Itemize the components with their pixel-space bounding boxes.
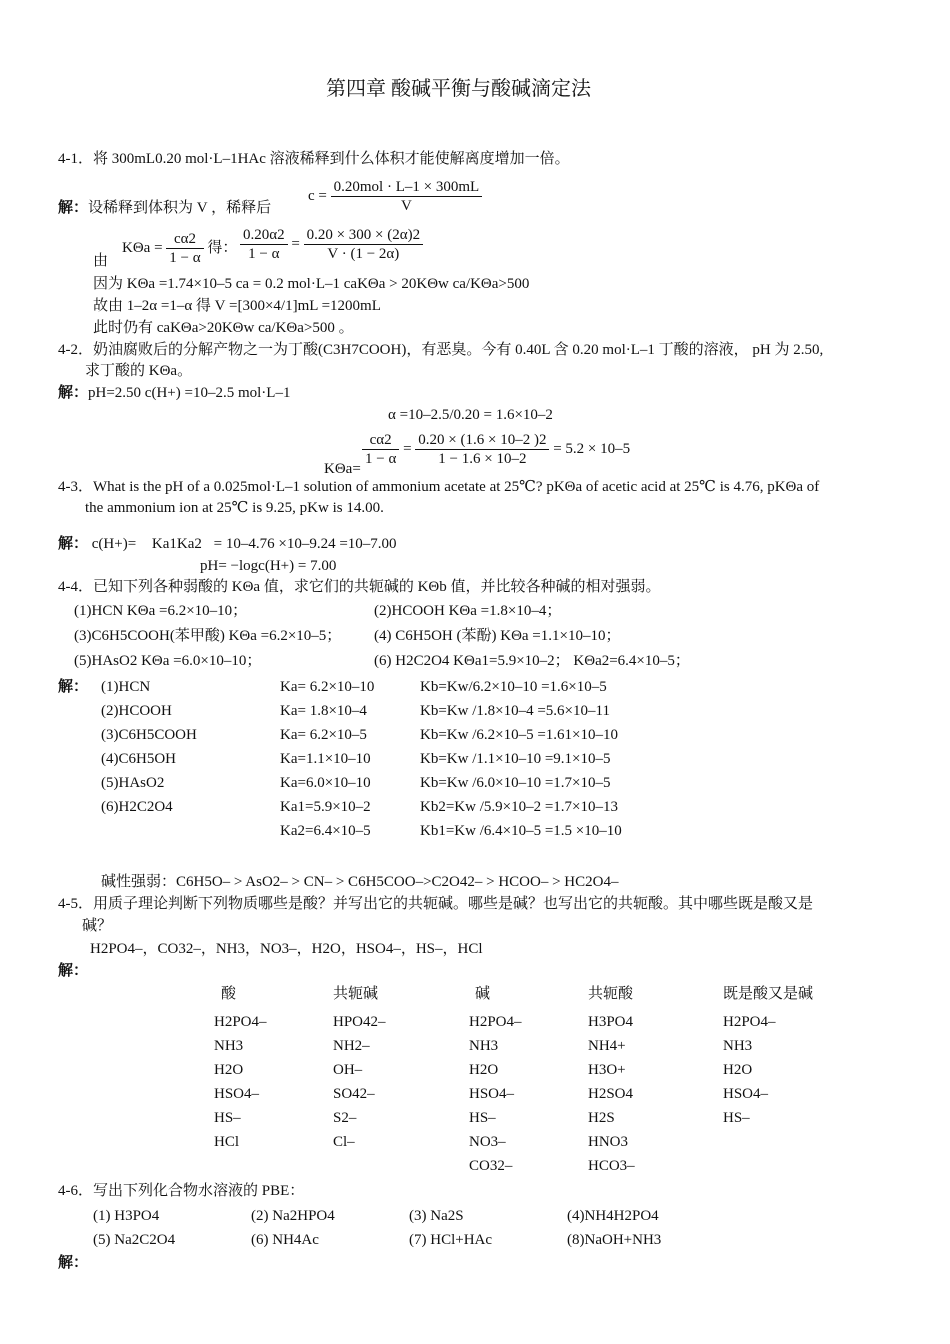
ka-denominator: 1 − α [169,250,201,266]
first-fraction [362,431,399,468]
question-4-1: 4-1．将 300mL0.20 mol·L–1HAc 溶液稀释到什么体积才能使解离度增加一倍。 [58,151,570,167]
cell-acid: H2O [214,1062,244,1078]
question-4-6: 4-6．写出下列化合物水溶液的 PBE： [58,1183,305,1199]
cell-conjugate-base: S2– [333,1110,357,1126]
question-4-5-line1: 4-5．用质子理论判断下列物质哪些是酸？并写出它的共轭碱。哪些是碱？也写出它的共轭酸。其中哪些既是酸又是 [58,896,814,912]
compound-6: (6) NH4Ac [251,1232,319,1248]
second-numerator: 0.20 × (1.6 × 10–2 )2 [415,431,549,450]
answer-4-1-line1: 因为 KΘa =1.74×10–5 ca = 0.2 mol·L–1 caKΘa > 20KΘw ca/KΘa>500 [93,276,530,292]
answer-label: 解： [58,200,89,216]
given-item-1: (1)HCN KΘa =6.2×10–10； [74,603,248,619]
question-4-2-line2: 求丁酸的 KΘa。 [85,363,193,379]
compound-3: (3) Na2S [409,1208,464,1224]
table-header-row [214,985,813,1013]
cell-conjugate-base: SO42– [333,1086,375,1102]
cell-amphoteric: HSO4– [723,1086,769,1102]
table-row [214,1037,813,1061]
kb-value: Kb=Kw /6.2×10–5 =1.61×10–10 [420,727,619,743]
header-conjugate-acid: 共轭酸 [588,986,634,1002]
formula-rhs: = 10–4.76 ×10–9.24 =10–7.00 [213,536,397,552]
cell-base: NO3– [469,1134,506,1150]
acid-name: (1)HCN [101,679,151,695]
right-numerator: 0.20 × 300 × (2α)2 [304,226,424,245]
ka-lhs: KΘa= [324,461,361,477]
cell-base: HSO4– [469,1086,515,1102]
answer-4-1-intro [58,199,271,217]
given-item-6: (6) H2C2O4 KΘa1=5.9×10–2； KΘa2=6.4×10–5； [374,653,690,669]
cell-amphoteric: H2O [723,1062,753,1078]
table-row [101,678,622,702]
ka-value: Ka1=5.9×10–2 [280,799,371,815]
second-denominator: 1 − 1.6 × 10–2 [438,451,527,467]
cell-acid: HCl [214,1134,240,1150]
cell-base: HS– [469,1110,496,1126]
cell-conjugate-base: NH2– [333,1038,370,1054]
base-strength-order: 碱性强弱：C6H5O– > AsO2– > CN– > C6H5COO–>C2O42– > HCOO– > HC2O4– [101,874,619,890]
compound-2: (2) Na2HPO4 [251,1208,335,1224]
answer-label: 解： [58,679,89,695]
cell-conjugate-acid: HNO3 [588,1134,628,1150]
table-row [101,822,622,846]
cell-conjugate-acid: NH4+ [588,1038,626,1054]
table-row [214,1085,813,1109]
kb-value: Kb=Kw /1.1×10–10 =9.1×10–5 [420,751,611,767]
ka-calculation [362,431,630,468]
first-denominator: 1 − α [365,451,397,467]
given-item-4: (4) C6H5OH (苯酚) KΘa =1.1×10–10； [374,628,621,644]
table-row [214,1109,813,1133]
answer-4-2-alpha: α =10–2.5/0.20 = 1.6×10–2 [388,407,553,423]
header-base: 碱 [475,986,491,1002]
cell-acid: HS– [214,1110,241,1126]
kb-value: Kb1=Kw /6.4×10–5 =1.5 ×10–10 [420,823,622,839]
left-numerator: 0.20α2 [240,226,288,245]
table-row [214,1061,813,1085]
left-denominator: 1 − α [248,246,280,262]
ka-value: Ka= 6.2×10–5 [280,727,367,743]
answer-4-1-line3: 此时仍有 caKΘa>20KΘw ca/KΘa>500 。 [93,320,354,336]
radicand: Ka1Ka2 [151,536,202,552]
acid-name: (5)HAsO2 [101,775,165,791]
cell-base: NH3 [469,1038,499,1054]
answer-label: 解： [58,536,89,552]
ka-value: Ka= 6.2×10–10 [280,679,375,695]
fraction-denominator: V [400,198,412,214]
ka-numerator: cα2 [166,230,203,249]
second-fraction [415,431,549,468]
table-row [214,1133,813,1157]
cell-amphoteric [723,1133,813,1157]
compound-5: (5) Na2C2O4 [93,1232,176,1248]
cell-conjugate-base: Cl– [333,1134,355,1150]
ka-value: Ka=6.0×10–10 [280,775,371,791]
acid-name: (3)C6H5COOH [101,727,197,743]
answer-4-2-line1 [58,384,290,402]
ka-value: Ka= 1.8×10–4 [280,703,367,719]
cell-amphoteric: NH3 [723,1038,753,1054]
cell-base: H2PO4– [469,1014,522,1030]
cell-amphoteric [723,1157,813,1181]
compound-1: (1) H3PO4 [93,1208,160,1224]
question-4-5-line2: 碱？ [82,918,113,934]
acid-name: (2)HCOOH [101,703,172,719]
word-de: 得： [207,239,238,256]
cell-conjugate-base: HPO42– [333,1014,386,1030]
header-conjugate-base: 共轭碱 [333,986,379,1002]
cell-acid [214,1157,333,1181]
formula-lhs: c = [308,187,327,204]
answer-label: 解： [58,963,89,979]
kb-value: Kb2=Kw /5.9×10–2 =1.7×10–13 [420,799,619,815]
cell-conjugate-acid: H2S [588,1110,615,1126]
question-4-3-line1: 4-3．What is the pH of a 0.025mol·L–1 solution of ammonium acetate at 25℃? pKΘa of acetic acid at 25℃ is 4.76, pKΘa of [58,479,820,495]
cell-acid: H2PO4– [214,1014,267,1030]
question-4-4: 4-4．已知下列各种弱酸的 KΘa 值，求它们的共轭碱的 KΘb 值，并比较各种碱的相对强弱。 [58,579,661,595]
answer-4-4-table [101,678,622,846]
cell-conjugate-base: OH– [333,1062,363,1078]
table-row [214,1157,813,1181]
cell-acid: HSO4– [214,1086,260,1102]
acid-name [101,822,280,846]
equals-sign: = [291,235,300,252]
given-item-5: (5)HAsO2 KΘa =6.0×10–10； [74,653,262,669]
cell-amphoteric: HS– [723,1110,750,1126]
cell-conjugate-base [333,1157,469,1181]
header-acid: 酸 [221,986,237,1002]
right-denominator: V · (1 − 2α) [327,246,400,262]
answer-label: 解： [58,385,89,401]
dilution-formula [308,178,482,215]
header-amphoteric: 既是酸又是碱 [723,986,814,1002]
cell-acid: NH3 [214,1038,244,1054]
answer-4-1-line2: 故由 1–2α =1–α 得 V =[300×4/1]mL =1200mL [93,298,381,314]
table-row [214,1013,813,1037]
acid-base-table [214,985,813,1181]
equality-formula [240,226,423,263]
cell-amphoteric: H2PO4– [723,1014,776,1030]
question-4-3-line2: the ammonium ion at 25℃ is 9.25, pKw is 14.00. [85,500,384,516]
cell-conjugate-acid: HCO3– [588,1158,635,1174]
equals-sign: = [403,440,412,457]
kb-value: Kb=Kw /1.8×10–4 =5.6×10–11 [420,703,610,719]
answer-4-3-line2: pH= −logc(H+) = 7.00 [200,558,337,574]
answer-4-3-line1 [58,535,397,553]
given-item-2: (2)HCOOH KΘa =1.8×10–4； [374,603,562,619]
cell-conjugate-acid: H3O+ [588,1062,626,1078]
result-value: = 5.2 × 10–5 [553,440,631,457]
kb-value: Kb=Kw/6.2×10–10 =1.6×10–5 [420,679,607,695]
cell-conjugate-acid: H3PO4 [588,1014,634,1030]
compound-7: (7) HCl+HAc [409,1232,493,1248]
ka-value: Ka=1.1×10–10 [280,751,371,767]
table-row [101,750,622,774]
left-fraction [240,226,288,263]
ka-value: Ka2=6.4×10–5 [280,823,371,839]
formula-lhs: c(H+)= [91,536,137,552]
fraction [331,178,483,215]
answer-text: pH=2.50 c(H+) =10–2.5 mol·L–1 [88,385,291,401]
given-item-3: (3)C6H5COOH(苯甲酸) KΘa =6.2×10–5； [74,628,342,644]
table-row [101,702,622,726]
answer-text: 设稀释到体积为 V ，稀释后 [88,200,272,216]
fraction-numerator: 0.20mol · L–1 × 300mL [331,178,483,197]
table-row [101,798,622,822]
kb-value: Kb=Kw /6.0×10–10 =1.7×10–5 [420,775,611,791]
chapter-title: 第四章 酸碱平衡与酸碱滴定法 [326,78,591,100]
ka-lhs: KΘa = [122,239,163,256]
first-numerator: cα2 [362,431,399,450]
table-row [101,726,622,750]
table-row [101,774,622,798]
cell-conjugate-acid: H2SO4 [588,1086,634,1102]
compound-4: (4)NH4H2PO4 [567,1208,659,1224]
acid-name: (4)C6H5OH [101,751,176,767]
ka-formula [122,230,237,267]
ka-fraction [166,230,203,267]
compound-8: (8)NaOH+NH3 [567,1232,662,1248]
species-list: H2PO4–，CO32–，NH3，NO3–，H2O，HSO4–，HS–，HCl [90,941,483,957]
cell-base: H2O [469,1062,499,1078]
question-4-2-line1: 4-2．奶油腐败后的分解产物之一为丁酸(C3H7COOH)，有恶臭。今有 0.40L 含 0.20 mol·L–1 丁酸的溶液， pH 为 2.50, [58,342,824,358]
acid-name: (6)H2C2O4 [101,799,173,815]
word-you: 由 [93,253,109,269]
answer-label: 解： [58,1255,89,1271]
right-fraction [304,226,424,263]
cell-base: CO32– [469,1158,513,1174]
